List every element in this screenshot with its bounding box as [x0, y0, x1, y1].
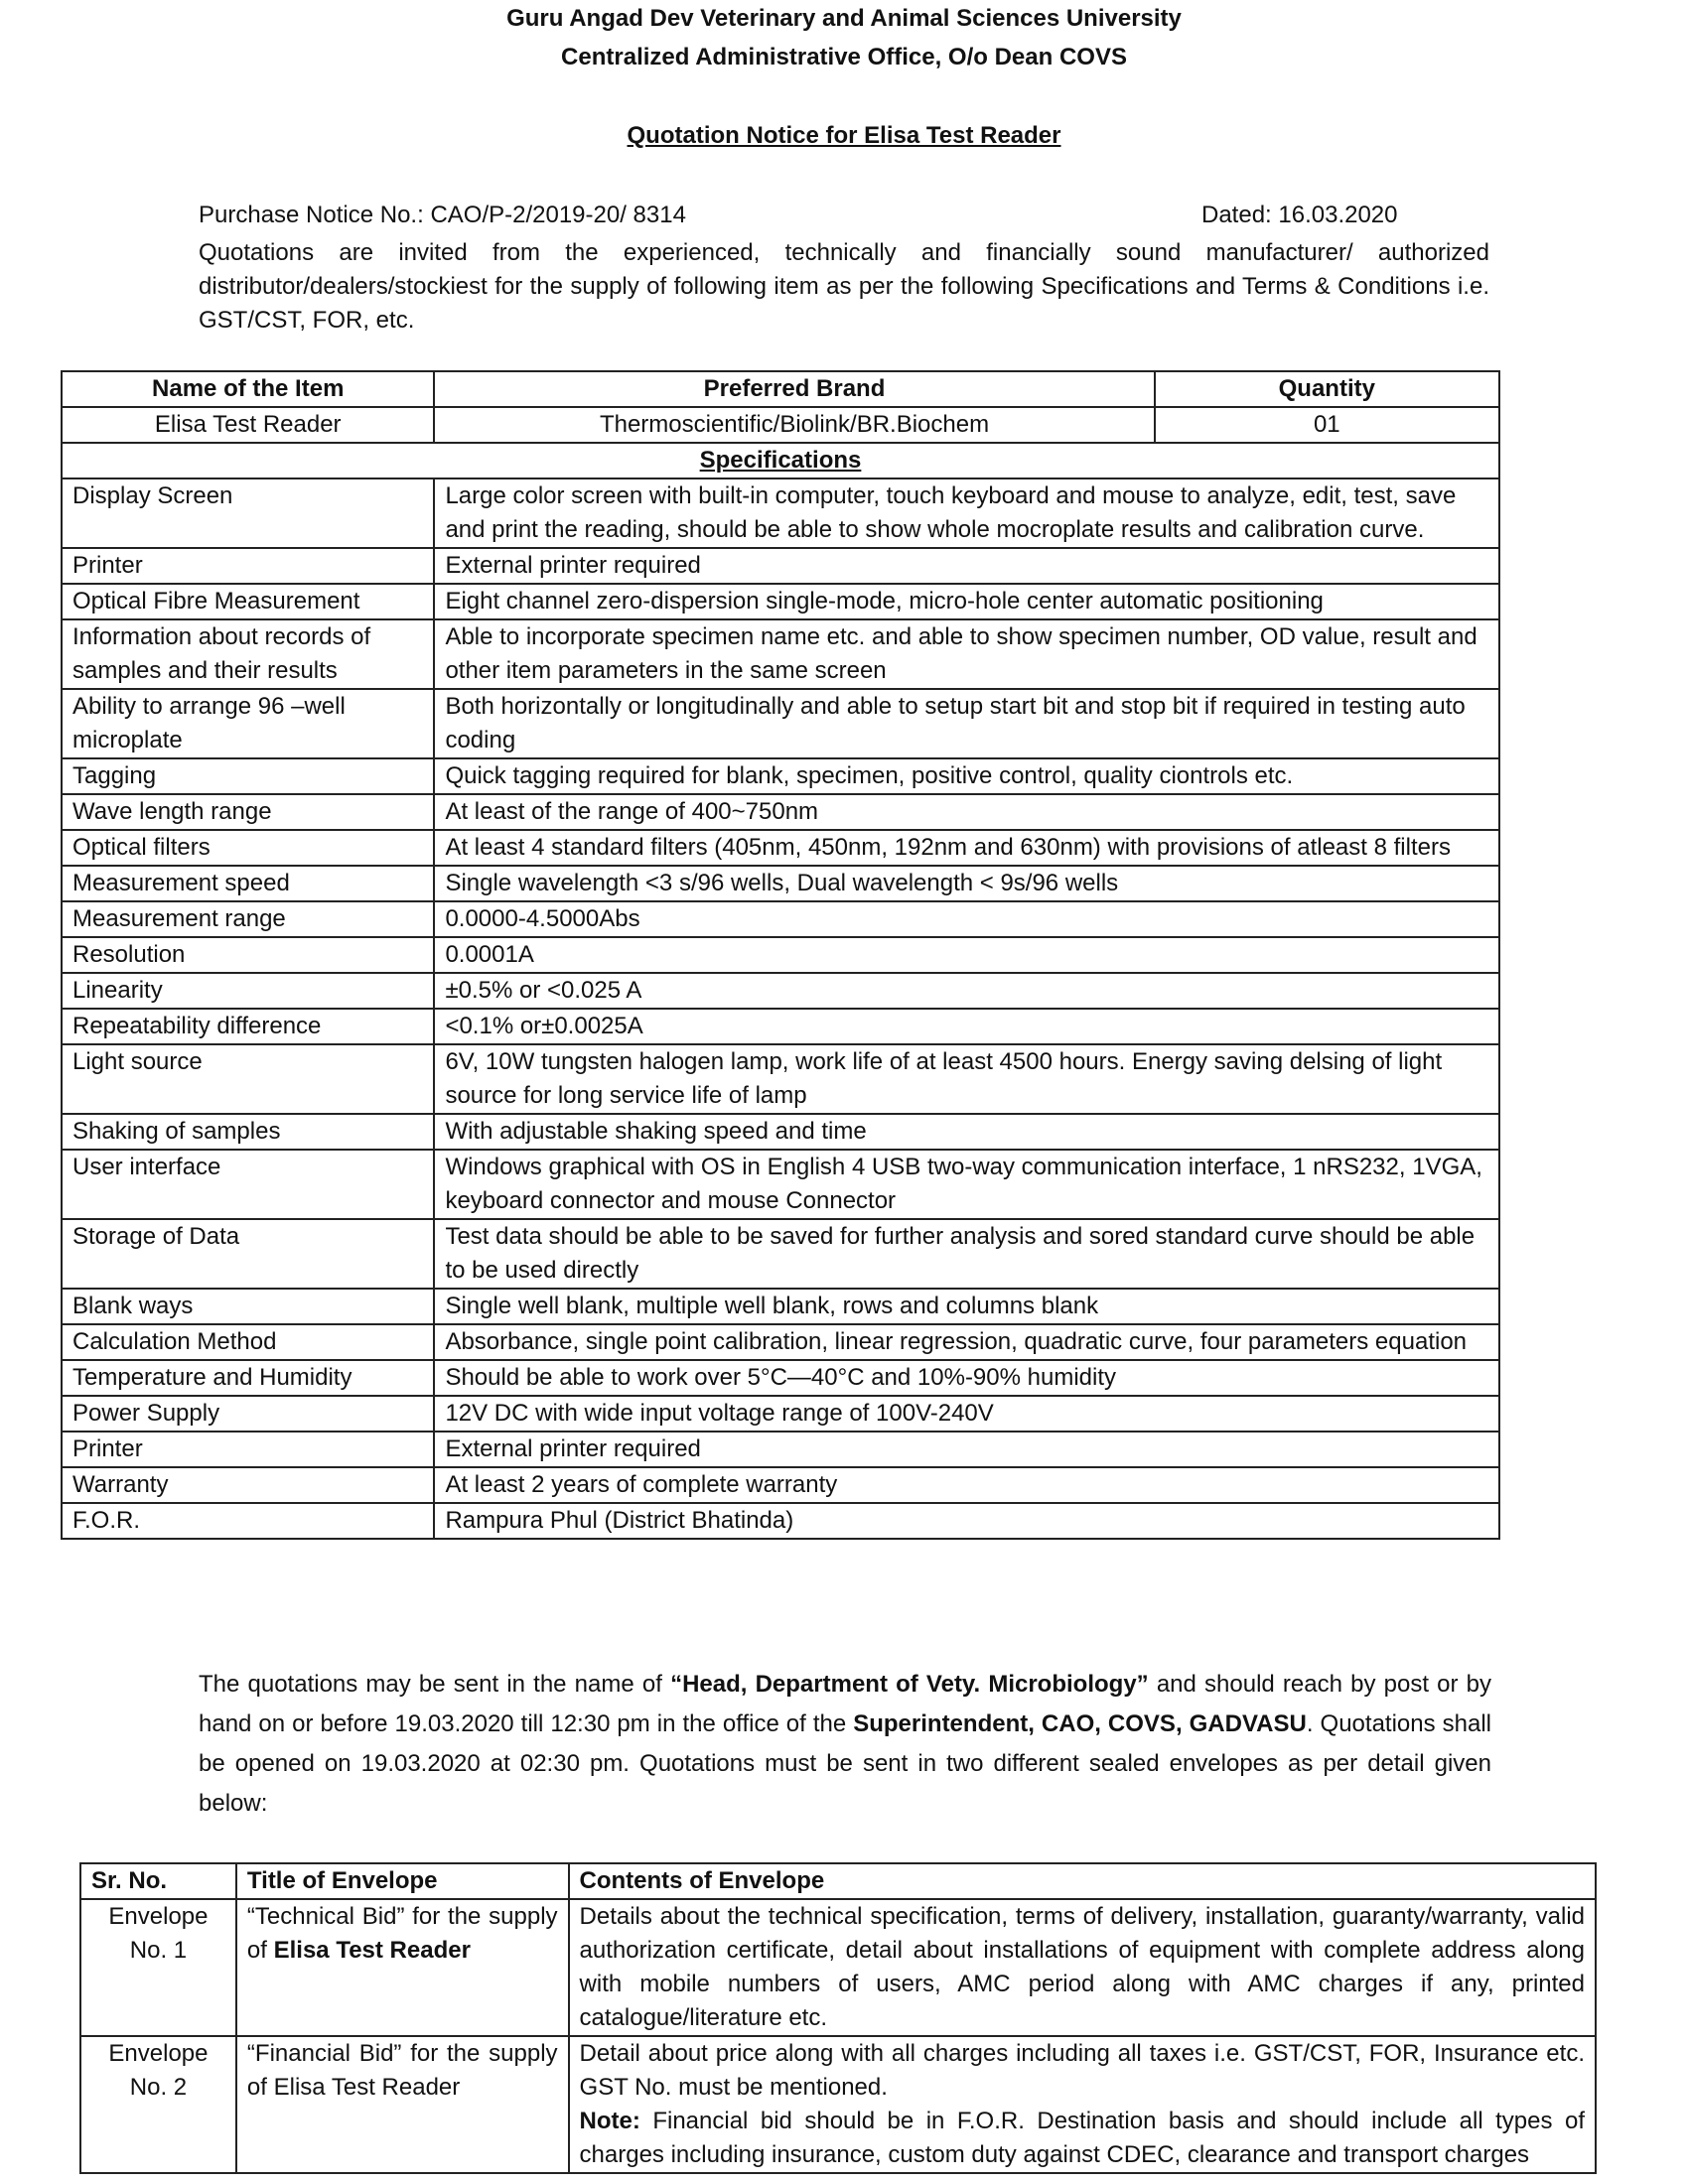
spec-name: Information about records of samples and their results [62, 619, 434, 689]
envelope-title-item: Elisa Test Reader [273, 1937, 471, 1964]
envelope-title [236, 1899, 569, 2036]
spec-row [62, 901, 1499, 937]
envelope-contents-text: Detail about price along with all charges including all taxes i.e. GST/CST, FOR, Insurance etc. GST No. must be mentioned. [579, 2040, 1585, 2101]
spec-value: Single well blank, multiple well blank, rows and columns blank [434, 1289, 1499, 1324]
spec-value: Should be able to work over 5°C—40°C and 10%-90% humidity [434, 1360, 1499, 1396]
spec-value: <0.1% or±0.0025A [434, 1009, 1499, 1044]
spec-rows [62, 478, 1499, 1539]
table-header-row [62, 371, 1499, 407]
submission-text: The quotations may be sent in the name of [199, 1671, 671, 1698]
spec-row [62, 1044, 1499, 1114]
spec-row [62, 619, 1499, 689]
office-name: Centralized Administrative Office, O/o Dean COVS [561, 44, 1127, 70]
spec-value: External printer required [434, 1432, 1499, 1467]
notice-title: Quotation Notice for Elisa Test Reader [627, 122, 1061, 149]
spec-value: Able to incorporate specimen name etc. and able to show specimen number, OD value, result and other item parameters in the same screen [434, 619, 1499, 689]
spec-name: Printer [62, 1432, 434, 1467]
spec-row [62, 1150, 1499, 1219]
spec-row [62, 794, 1499, 830]
spec-row [62, 830, 1499, 866]
envelope-number: Envelope No. 2 [80, 2036, 236, 2173]
column-header: Quantity [1155, 371, 1499, 407]
spec-value: Large color screen with built-in computer, touch keyboard and mouse to analyze, edit, test, save and print the reading, should be able to show whole mocroplate results and calibration curve. [434, 478, 1499, 548]
addressee: “Head, Department of Vety. Microbiology” [670, 1671, 1149, 1698]
spec-row [62, 548, 1499, 584]
spec-row [62, 584, 1499, 619]
spec-value: At least of the range of 400~750nm [434, 794, 1499, 830]
spec-name: Warranty [62, 1467, 434, 1503]
envelope-number: Envelope No. 1 [80, 1899, 236, 2036]
university-name: Guru Angad Dev Veterinary and Animal Sciences University [506, 5, 1182, 32]
spec-name: Printer [62, 548, 434, 584]
spec-name: F.O.R. [62, 1503, 434, 1539]
envelope-row [80, 1899, 1596, 2036]
item-brand: Thermoscientific/Biolink/BR.Biochem [434, 407, 1154, 443]
spec-value: Absorbance, single point calibration, linear regression, quadratic curve, four parameters equation [434, 1324, 1499, 1360]
spec-row [62, 1009, 1499, 1044]
spec-value: 0.0000-4.5000Abs [434, 901, 1499, 937]
envelope-table [79, 1862, 1597, 2174]
spec-value: External printer required [434, 548, 1499, 584]
item-row [62, 407, 1499, 443]
office-addressee: Superintendent, CAO, COVS, GADVASU [853, 1710, 1307, 1737]
spec-value: ±0.5% or <0.025 A [434, 973, 1499, 1009]
table-header-row [80, 1863, 1596, 1899]
spec-row [62, 1396, 1499, 1432]
spec-name: Measurement speed [62, 866, 434, 901]
spec-row [62, 1432, 1499, 1467]
spec-name: Measurement range [62, 901, 434, 937]
spec-row [62, 1324, 1499, 1360]
spec-name: Shaking of samples [62, 1114, 434, 1150]
spec-row [62, 1360, 1499, 1396]
spec-name: Resolution [62, 937, 434, 973]
column-header: Contents of Envelope [569, 1863, 1596, 1899]
spec-value: Windows graphical with OS in English 4 USB two-way communication interface, 1 nRS232, 1VGA, keyboard connector and mouse Connector [434, 1150, 1499, 1219]
submission-paragraph [199, 1665, 1491, 1824]
spec-name: Linearity [62, 973, 434, 1009]
spec-name: Optical Fibre Measurement [62, 584, 434, 619]
column-header: Title of Envelope [236, 1863, 569, 1899]
spec-row [62, 1503, 1499, 1539]
spec-value: With adjustable shaking speed and time [434, 1114, 1499, 1150]
notice-date: Dated: 16.03.2020 [1201, 202, 1398, 228]
spec-value: Quick tagging required for blank, specimen, positive control, quality ciontrols etc. [434, 758, 1499, 794]
spec-value: Rampura Phul (District Bhatinda) [434, 1503, 1499, 1539]
column-header: Name of the Item [62, 371, 434, 407]
spec-value: 12V DC with wide input voltage range of 100V-240V [434, 1396, 1499, 1432]
envelope-title: “Financial Bid” for the supply of Elisa Test Reader [236, 2036, 569, 2173]
envelope-contents: Details about the technical specification, terms of delivery, installation, guaranty/warranty, valid authorization certificate, detail about installations of equipment with complete address along with mobile numbers of users, AMC period along with AMC charges if any, printed catalogue/literature etc. [569, 1899, 1596, 2036]
spec-name: Light source [62, 1044, 434, 1114]
column-header: Sr. No. [80, 1863, 236, 1899]
spec-row [62, 937, 1499, 973]
spec-row [62, 866, 1499, 901]
intro-paragraph: Quotations are invited from the experienced, technically and financially sound manufacturer/ authorized distributor/dealers/stockiest for the supply of following item as per the following Specifications and Terms & Conditions i.e. GST/CST, FOR, etc. [199, 239, 1489, 334]
envelope-row [80, 2036, 1596, 2173]
spec-name: Temperature and Humidity [62, 1360, 434, 1396]
specifications-heading: Specifications [62, 443, 1499, 478]
spec-value: At least 4 standard filters (405nm, 450nm, 192nm and 630nm) with provisions of atleast 8 filters [434, 830, 1499, 866]
spec-row [62, 478, 1499, 548]
purchase-notice-number: Purchase Notice No.: CAO/P-2/2019-20/ 8314 [199, 202, 686, 228]
spec-value: At least 2 years of complete warranty [434, 1467, 1499, 1503]
envelope-contents [569, 2036, 1596, 2173]
envelope-note [580, 2105, 1585, 2172]
spec-row [62, 1114, 1499, 1150]
spec-value: Test data should be able to be saved for further analysis and sored standard curve should be able to be used directly [434, 1219, 1499, 1289]
spec-value: 6V, 10W tungsten halogen lamp, work life of at least 4500 hours. Energy saving delsing of light source for long service life of lamp [434, 1044, 1499, 1114]
spec-value: Eight channel zero-dispersion single-mode, micro-hole center automatic positioning [434, 584, 1499, 619]
spec-name: Storage of Data [62, 1219, 434, 1289]
item-quantity: 01 [1155, 407, 1499, 443]
spec-value: Both horizontally or longitudinally and able to setup start bit and stop bit if required in testing auto coding [434, 689, 1499, 758]
spec-name: Ability to arrange 96 –well microplate [62, 689, 434, 758]
submission-text: . Quotations shall be opened on 19.03.2020 at 02:30 pm. Quotations must be sent in two different sealed envelopes as per detail given below: [199, 1710, 1491, 1817]
specifications-heading-row [62, 443, 1499, 478]
spec-row [62, 1467, 1499, 1503]
spec-row [62, 1219, 1499, 1289]
spec-row [62, 689, 1499, 758]
submission-text: and should reach by post or by hand on or before 19.03.2020 till 12:30 pm in the office of the [199, 1671, 1491, 1737]
item-name: Elisa Test Reader [62, 407, 434, 443]
spec-name: Repeatability difference [62, 1009, 434, 1044]
spec-name: Calculation Method [62, 1324, 434, 1360]
envelope-title-text: “Technical Bid” for the supply of [246, 1903, 558, 1964]
note-text: Financial bid should be in F.O.R. Destination basis and should include all types of charges including insurance, custom duty against CDEC, clearance and transport charges [579, 2108, 1585, 2168]
spec-name: Blank ways [62, 1289, 434, 1324]
specification-table [61, 370, 1500, 1540]
spec-name: Tagging [62, 758, 434, 794]
spec-name: Power Supply [62, 1396, 434, 1432]
note-label: Note: [579, 2108, 640, 2134]
column-header: Preferred Brand [434, 371, 1154, 407]
spec-row [62, 1289, 1499, 1324]
spec-value: 0.0001A [434, 937, 1499, 973]
spec-row [62, 758, 1499, 794]
spec-value: Single wavelength <3 s/96 wells, Dual wavelength < 9s/96 wells [434, 866, 1499, 901]
spec-name: User interface [62, 1150, 434, 1219]
spec-name: Wave length range [62, 794, 434, 830]
spec-name: Optical filters [62, 830, 434, 866]
spec-row [62, 973, 1499, 1009]
spec-name: Display Screen [62, 478, 434, 548]
